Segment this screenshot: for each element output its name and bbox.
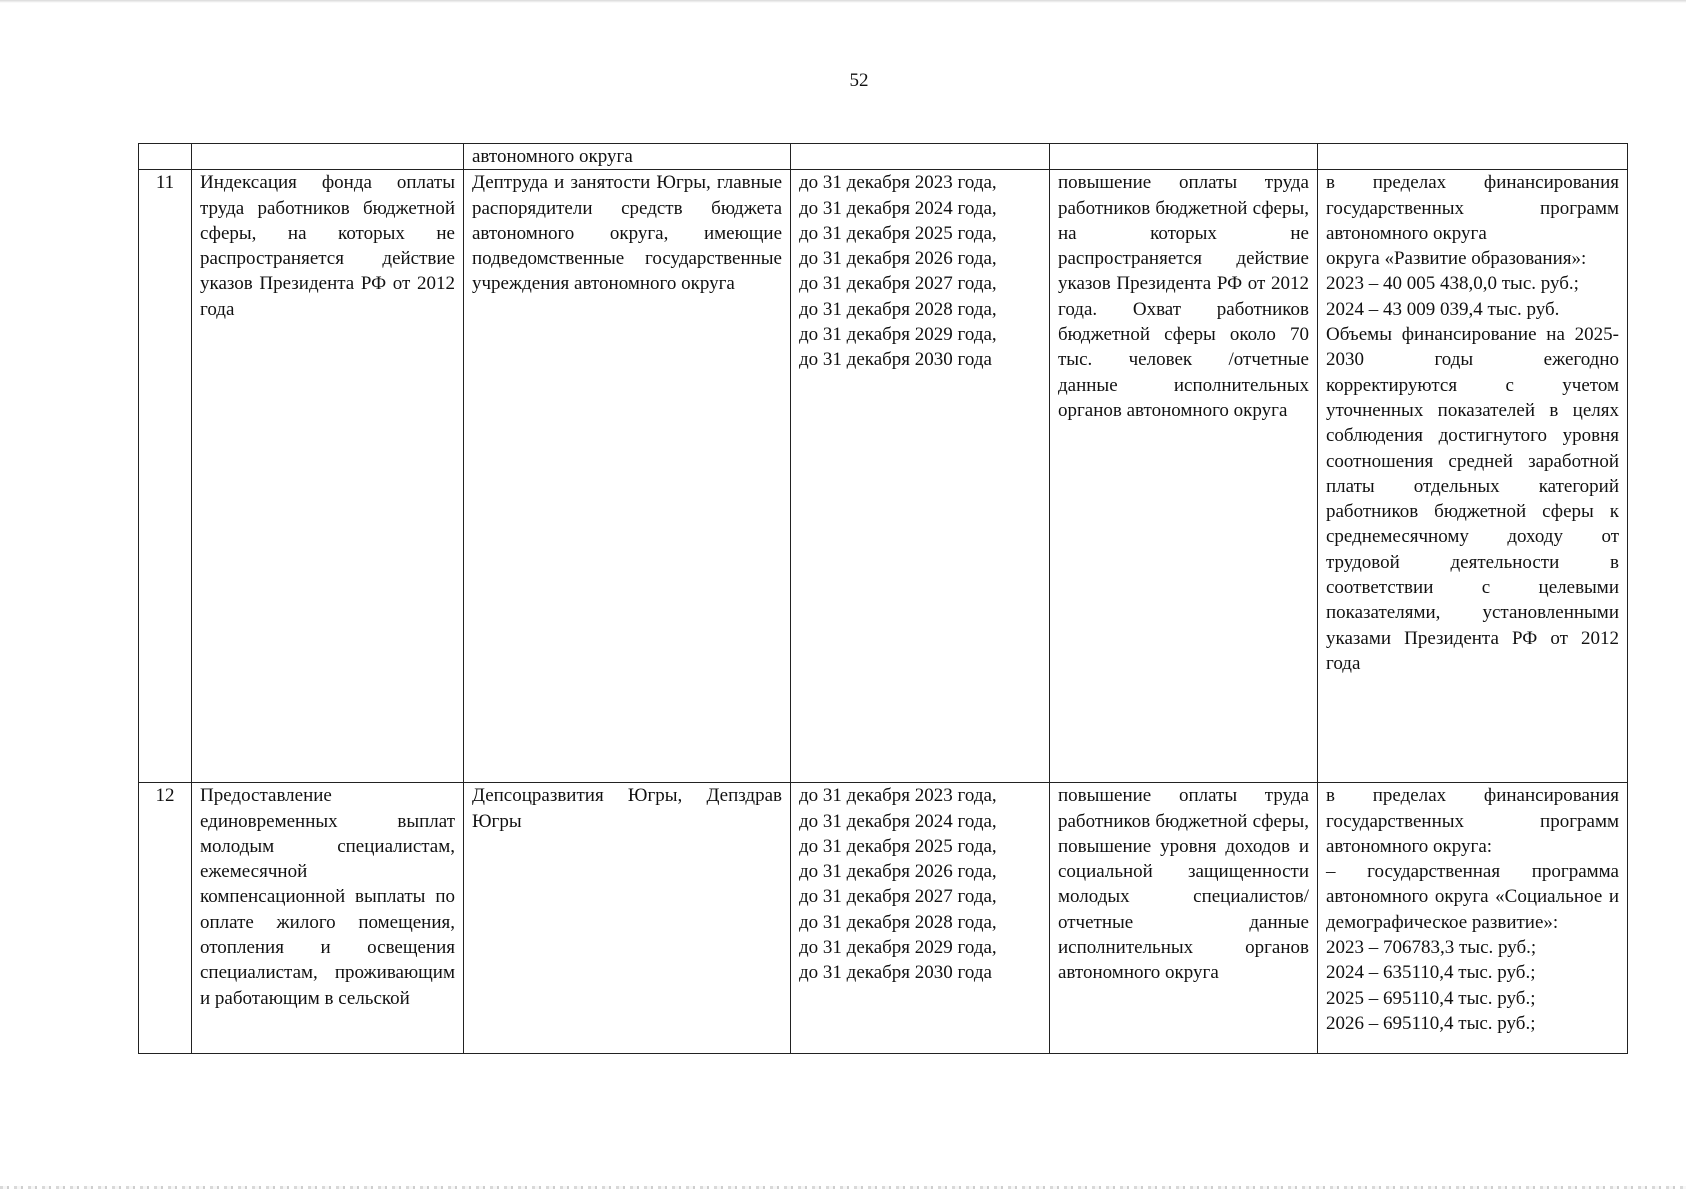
measures-table bbox=[138, 143, 1628, 1054]
deadline-line: до 31 декабря 2027 года, bbox=[799, 886, 997, 908]
continuation-measure-cell bbox=[192, 144, 464, 170]
deadline-line: до 31 декабря 2024 года, bbox=[799, 810, 997, 832]
deadline-line: до 31 декабря 2025 года, bbox=[799, 835, 997, 857]
deadline-line: до 31 декабря 2026 года, bbox=[799, 861, 997, 883]
deadline-line: до 31 декабря 2028 года, bbox=[799, 298, 997, 320]
measure-cell: Предоставление единовременных выплат молодым специалистам, ежемесячной компенсационной выплаты по оплате жилого помещения, отопления и освещения специалистам, проживающим и работающим в сельской bbox=[192, 783, 464, 1054]
deadline-line: до 31 декабря 2028 года, bbox=[799, 911, 997, 933]
page-number: 52 bbox=[849, 70, 869, 91]
financing-line: 2025 – 695110,4 тыс. руб.; bbox=[1326, 987, 1536, 1009]
scan-bottom-edge bbox=[0, 1186, 1686, 1189]
responsible-cell: Депсоцразвития Югры, Депздрав Югры bbox=[464, 783, 791, 1054]
financing-line: – государственная программа автономного округа «Социальное и демографическое развитие»: bbox=[1326, 861, 1619, 933]
financing-line: округа «Развитие образования»: bbox=[1326, 248, 1587, 270]
deadline-line: до 31 декабря 2027 года, bbox=[799, 273, 997, 295]
deadline-line: до 31 декабря 2029 года, bbox=[799, 324, 997, 346]
table-row bbox=[139, 170, 1628, 783]
financing-cell bbox=[1318, 783, 1628, 1054]
continuation-deadline-cell bbox=[791, 144, 1050, 170]
row-number: 11 bbox=[139, 170, 192, 783]
continuation-responsible-cell: автономного округа bbox=[464, 144, 791, 170]
financing-line: в пределах финансирования государственных программ автономного округа: bbox=[1326, 785, 1619, 857]
deadline-line: до 31 декабря 2023 года, bbox=[799, 172, 997, 194]
result-cell: повышение оплаты труда работников бюджетной сферы, повышение уровня доходов и социальной защищенности молодых специалистов/отчетные данные исполнительных органов автономного округа bbox=[1050, 783, 1318, 1054]
responsible-cell: Дептруда и занятости Югры, главные распорядители средств бюджета автономного округа, имеющие подведомственные государственные учреждения автономного округа bbox=[464, 170, 791, 783]
financing-line: Объемы финансирование на 2025-2030 годы ежегодно корректируются с учетом уточненных показателей в целях соблюдения достигнутого уровня соотношения средней заработной платы отдельных категорий работников бюджетной сферы к среднемесячному доходу от трудовой деятельности в соответствии с целевыми показателями, установленными указами Президента РФ от 2012 года bbox=[1326, 324, 1619, 674]
continuation-financing-cell bbox=[1318, 144, 1628, 170]
measure-cell: Индексация фонда оплаты труда работников бюджетной сферы, на которых не распространяется действие указов Президента РФ от 2012 года bbox=[192, 170, 464, 783]
financing-line: 2023 – 706783,3 тыс. руб.; bbox=[1326, 937, 1537, 959]
table-row bbox=[139, 783, 1628, 1054]
financing-line: 2023 – 40 005 438,0,0 тыс. руб.; bbox=[1326, 273, 1579, 295]
table-row-continuation bbox=[139, 144, 1628, 170]
financing-line: 2026 – 695110,4 тыс. руб.; bbox=[1326, 1012, 1536, 1034]
deadline-line: до 31 декабря 2030 года bbox=[799, 962, 992, 984]
deadline-line: до 31 декабря 2029 года, bbox=[799, 937, 997, 959]
financing-line: 2024 – 635110,4 тыс. руб.; bbox=[1326, 962, 1536, 984]
financing-cell bbox=[1318, 170, 1628, 783]
scan-top-edge bbox=[0, 0, 1686, 3]
deadline-line: до 31 декабря 2026 года, bbox=[799, 248, 997, 270]
deadline-line: до 31 декабря 2023 года, bbox=[799, 785, 997, 807]
deadline-line: до 31 декабря 2024 года, bbox=[799, 197, 997, 219]
deadline-cell bbox=[791, 783, 1050, 1054]
financing-line: в пределах финансирования государственных программ автономного округа bbox=[1326, 172, 1619, 244]
deadline-line: до 31 декабря 2030 года bbox=[799, 349, 992, 371]
financing-line: 2024 – 43 009 039,4 тыс. руб. bbox=[1326, 298, 1560, 320]
continuation-num-cell bbox=[139, 144, 192, 170]
deadline-line: до 31 декабря 2025 года, bbox=[799, 222, 997, 244]
result-cell: повышение оплаты труда работников бюджетной сферы, на которых не распространяется действие указов Президента РФ от 2012 года. Охват работников бюджетной сферы около 70 тыс. человек /отчетные данные исполнительных органов автономного округа bbox=[1050, 170, 1318, 783]
deadline-cell bbox=[791, 170, 1050, 783]
row-number: 12 bbox=[139, 783, 192, 1054]
continuation-result-cell bbox=[1050, 144, 1318, 170]
